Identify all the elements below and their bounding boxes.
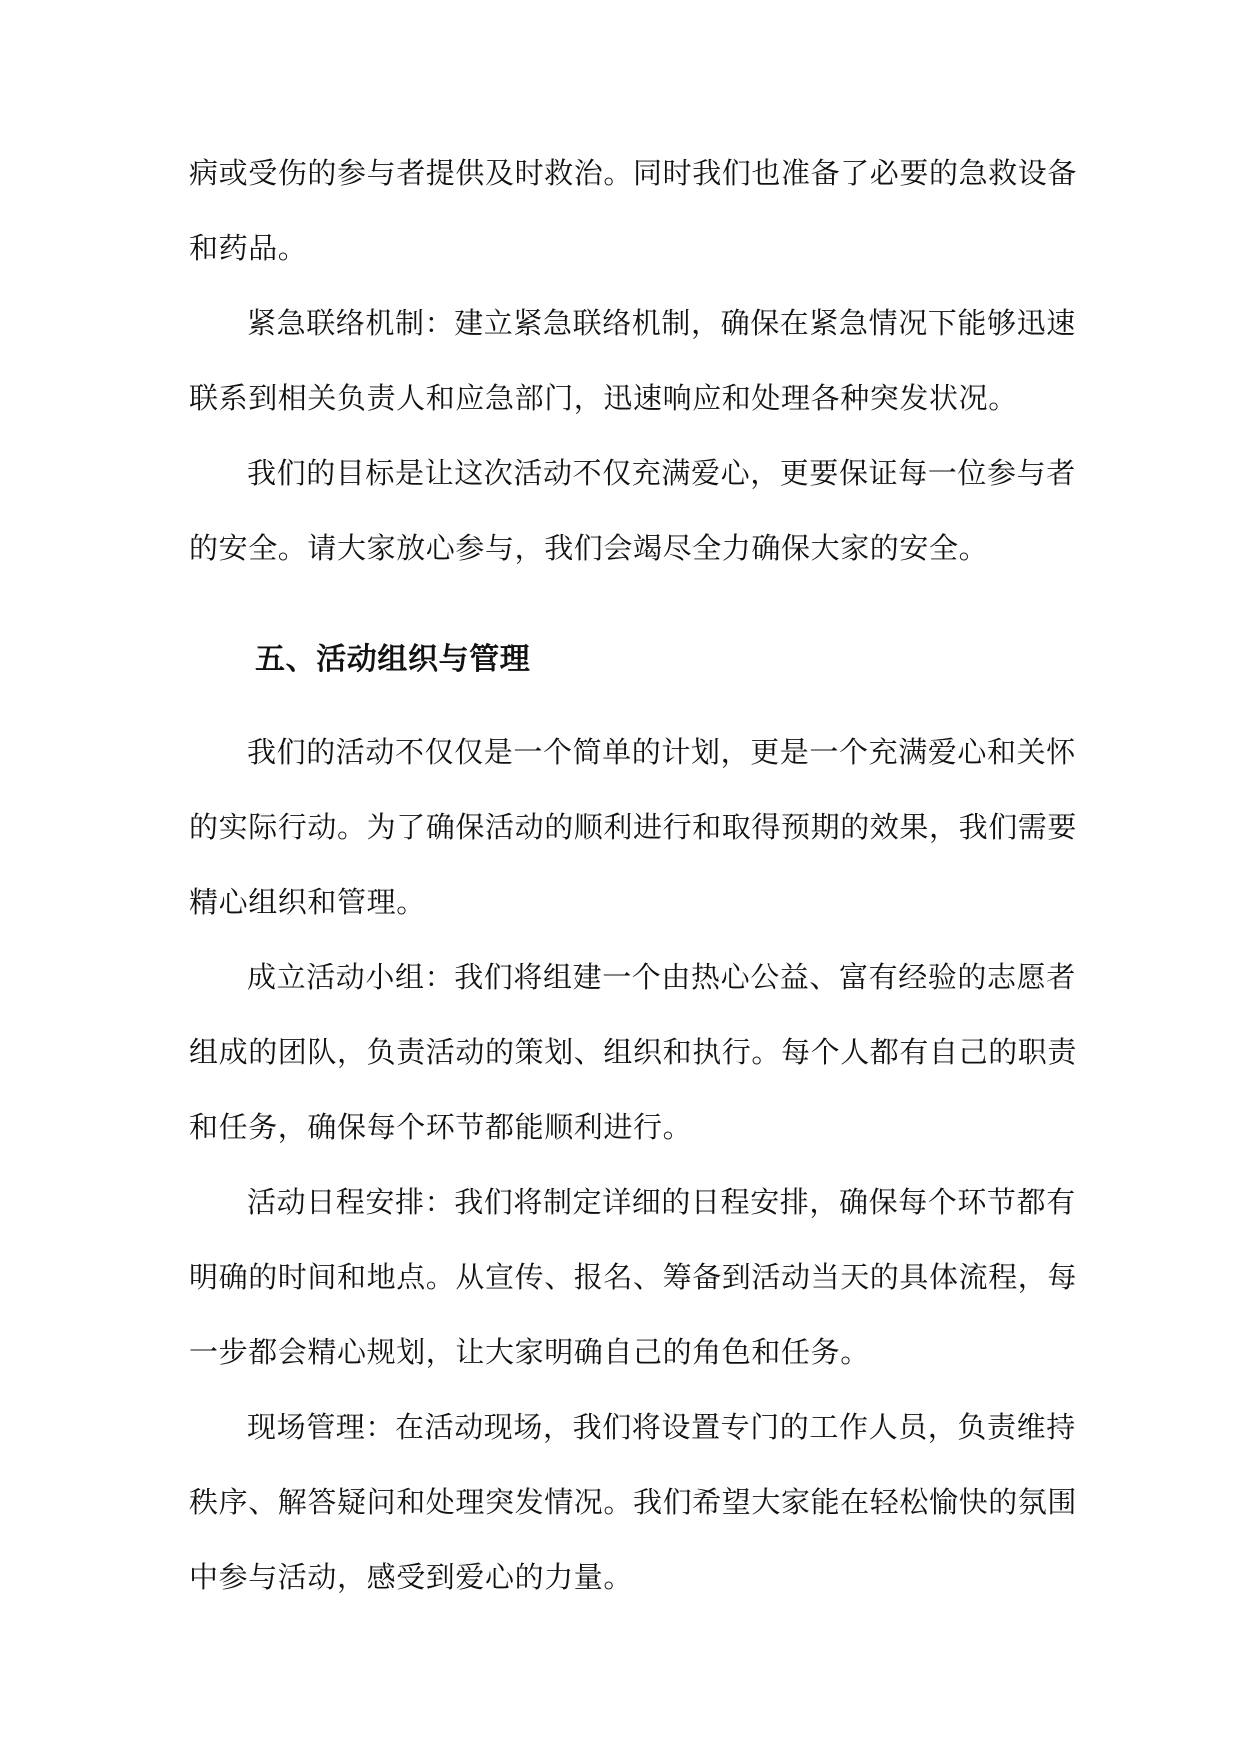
paragraph-line: 明确的时间和地点。从宣传、报名、筹备到活动当天的具体流程，每	[189, 1260, 1078, 1294]
paragraph-line: 的实际行动。为了确保活动的顺利进行和取得预期的效果，我们需要	[189, 810, 1078, 844]
paragraph-line: 活动日程安排：我们将制定详细的日程安排，确保每个环节都有	[247, 1185, 1076, 1219]
paragraph-line: 现场管理：在活动现场，我们将设置专门的工作人员，负责维持	[247, 1410, 1076, 1444]
paragraph-line: 的安全。请大家放心参与，我们会竭尽全力确保大家的安全。	[189, 531, 989, 565]
paragraph-line: 成立活动小组：我们将组建一个由热心公益、富有经验的志愿者	[247, 960, 1076, 994]
paragraph-line: 组成的团队，负责活动的策划、组织和执行。每个人都有自己的职责	[189, 1035, 1078, 1069]
paragraph-line: 精心组织和管理。	[189, 885, 426, 919]
paragraph-line: 病或受伤的参与者提供及时救治。同时我们也准备了必要的急救设备	[189, 156, 1078, 190]
paragraph-line: 一步都会精心规划，让大家明确自己的角色和任务。	[189, 1335, 870, 1369]
section-heading: 五、活动组织与管理	[255, 642, 531, 677]
paragraph-line: 联系到相关负责人和应急部门，迅速响应和处理各种突发状况。	[189, 381, 1018, 415]
paragraph-line: 秩序、解答疑问和处理突发情况。我们希望大家能在轻松愉快的氛围	[189, 1485, 1078, 1519]
paragraph-line: 和药品。	[189, 231, 308, 265]
paragraph-line: 紧急联络机制：建立紧急联络机制，确保在紧急情况下能够迅速	[247, 306, 1076, 340]
paragraph-line: 我们的目标是让这次活动不仅充满爱心，更要保证每一位参与者	[247, 456, 1076, 490]
paragraph-line: 中参与活动，感受到爱心的力量。	[189, 1560, 634, 1594]
paragraph-line: 我们的活动不仅仅是一个简单的计划，更是一个充满爱心和关怀	[247, 735, 1076, 769]
paragraph-line: 和任务，确保每个环节都能顺利进行。	[189, 1110, 693, 1144]
